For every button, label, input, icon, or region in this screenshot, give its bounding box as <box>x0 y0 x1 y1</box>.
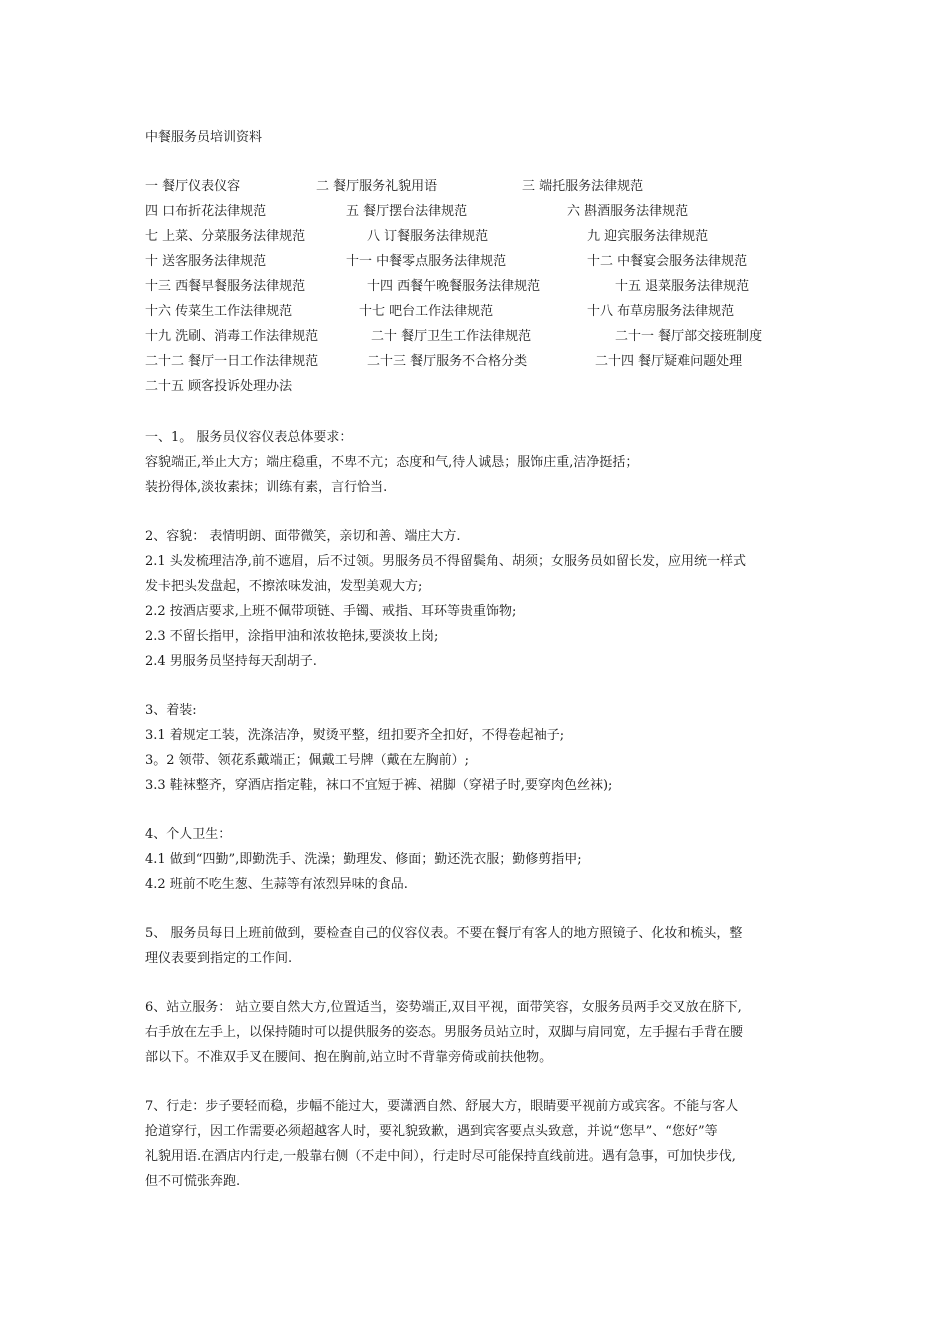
paragraph-line: 6、站立服务： 站立要自然大方,位置适当，姿势端正,双目平视，面带笑容，女服务员两手交叉放在脐下, <box>145 1000 742 1015</box>
section-heading: 3、着装: <box>145 703 197 718</box>
section-heading: 4、个人卫生： <box>145 827 232 842</box>
toc-item: 八 订餐服务法律规范 <box>367 229 489 244</box>
section-heading: 一、1。 服务员仪容仪表总体要求： <box>145 430 353 445</box>
paragraph-line: 7、行走：步子要轻而稳，步幅不能过大，要潇洒自然、舒展大方，眼睛要平视前方或宾客。不能与客人 <box>145 1099 739 1114</box>
toc-item: 十六 传菜生工作法律规范 <box>145 304 293 319</box>
paragraph-line: 3.3 鞋袜整齐，穿酒店指定鞋，袜口不宜短于裤、裙脚（穿裙子时,要穿肉色丝袜); <box>145 778 613 793</box>
toc-item: 七 上菜、分菜服务法律规范 <box>145 229 306 244</box>
toc-item: 二十五 顾客投诉处理办法 <box>145 379 293 394</box>
paragraph-line: 2.1 头发梳理洁净,前不遮眉，后不过领。男服务员不得留鬓角、胡须；女服务员如留长发，应用统一样式 <box>145 554 746 569</box>
toc-item: 九 迎宾服务法律规范 <box>587 229 709 244</box>
paragraph-line: 2.2 按酒店要求,上班不佩带项链、手镯、戒指、耳环等贵重饰物; <box>145 604 517 619</box>
document-title: 中餐服务员培训资料 <box>145 130 263 145</box>
toc-item: 十七 吧台工作法律规范 <box>359 304 494 319</box>
toc-item: 十二 中餐宴会服务法律规范 <box>587 254 748 269</box>
toc-item: 十八 布草房服务法律规范 <box>587 304 735 319</box>
section-facial-appearance <box>145 524 809 674</box>
paragraph-line: 4.2 班前不吃生葱、生蒜等有浓烈异味的食品. <box>145 877 408 892</box>
toc-item: 十三 西餐早餐服务法律规范 <box>145 279 306 294</box>
toc-item: 十一 中餐零点服务法律规范 <box>346 254 507 269</box>
toc-item: 二十二 餐厅一日工作法律规范 <box>145 354 319 369</box>
section-personal-hygiene <box>145 822 809 897</box>
toc-item: 二十 餐厅卫生工作法律规范 <box>371 329 532 344</box>
section-appearance-requirements <box>145 425 809 500</box>
paragraph-line: 抢道穿行，因工作需要必须超越客人时，要礼貌致歉，遇到宾客要点头致意，并说“您早”、“您好”等 <box>145 1124 718 1139</box>
paragraph-line: 3.1 着规定工装，洗涤洁净，熨烫平整，纽扣要齐全扣好，不得卷起袖子; <box>145 728 565 743</box>
paragraph-line: 理仪表要到指定的工作间. <box>145 951 293 966</box>
paragraph-line: 但不可慌张奔跑. <box>145 1174 241 1189</box>
toc-item: 十四 西餐午晚餐服务法律规范 <box>367 279 541 294</box>
toc-item: 一 餐厅仪表仪容 <box>145 179 241 194</box>
paragraph-line: 5、 服务员每日上班前做到，要检查自己的仪容仪表。不要在餐厅有客人的地方照镜子、化妆和梳头，整 <box>145 926 743 941</box>
toc-item: 五 餐厅摆台法律规范 <box>346 204 468 219</box>
paragraph-line: 2.3 不留长指甲，涂指甲油和浓妆艳抹,要淡妆上岗; <box>145 629 439 644</box>
toc-item: 二十四 餐厅疑难问题处理 <box>595 354 743 369</box>
toc-item: 十九 洗刷、消毒工作法律规范 <box>145 329 319 344</box>
section-standing-service <box>145 995 809 1070</box>
paragraph-line: 4.1 做到“四勤”,即勤洗手、洗澡；勤理发、修面；勤还洗衣服；勤修剪指甲; <box>145 852 582 867</box>
paragraph-line: 礼貌用语.在酒店内行走,一般靠右侧（不走中间），行走时尽可能保持直线前进。遇有急事，可加快步伐, <box>145 1149 736 1164</box>
section-heading: 2、容貌： 表情明朗、面带微笑，亲切和善、端庄大方. <box>145 529 461 544</box>
paragraph-line: 右手放在左手上，以保持随时可以提供服务的姿态。男服务员站立时，双脚与肩同宽，左手握右手背在腰 <box>145 1025 744 1040</box>
toc-item: 十 送客服务法律规范 <box>145 254 267 269</box>
paragraph-line: 部以下。不准双手叉在腰间、抱在胸前,站立时不背靠旁倚或前扶他物。 <box>145 1050 553 1065</box>
toc-item: 四 口布折花法律规范 <box>145 204 267 219</box>
toc-item: 二十三 餐厅服务不合格分类 <box>367 354 528 369</box>
section-walking <box>145 1094 809 1194</box>
paragraph-line: 2.4 男服务员坚持每天刮胡子. <box>145 654 317 669</box>
paragraph-line: 容貌端正,举止大方；端庄稳重，不卑不亢；态度和气,待人诚恳；服饰庄重,洁净挺括； <box>145 455 639 470</box>
toc-item: 二十一 餐厅部交接班制度 <box>615 329 763 344</box>
toc-item: 十五 退菜服务法律规范 <box>615 279 750 294</box>
paragraph-line: 3。2 领带、领花系戴端正；佩戴工号牌（戴在左胸前）; <box>145 753 470 768</box>
toc-item: 二 餐厅服务礼貌用语 <box>316 179 438 194</box>
paragraph-line: 发卡把头发盘起，不擦浓味发油，发型美观大方; <box>145 579 423 594</box>
paragraph-line: 装扮得体,淡妆素抹；训练有素，言行恰当. <box>145 480 388 495</box>
section-dress <box>145 698 809 798</box>
toc-item: 六 斟酒服务法律规范 <box>567 204 689 219</box>
section-daily-check <box>145 921 809 971</box>
toc-item: 三 端托服务法律规范 <box>522 179 644 194</box>
